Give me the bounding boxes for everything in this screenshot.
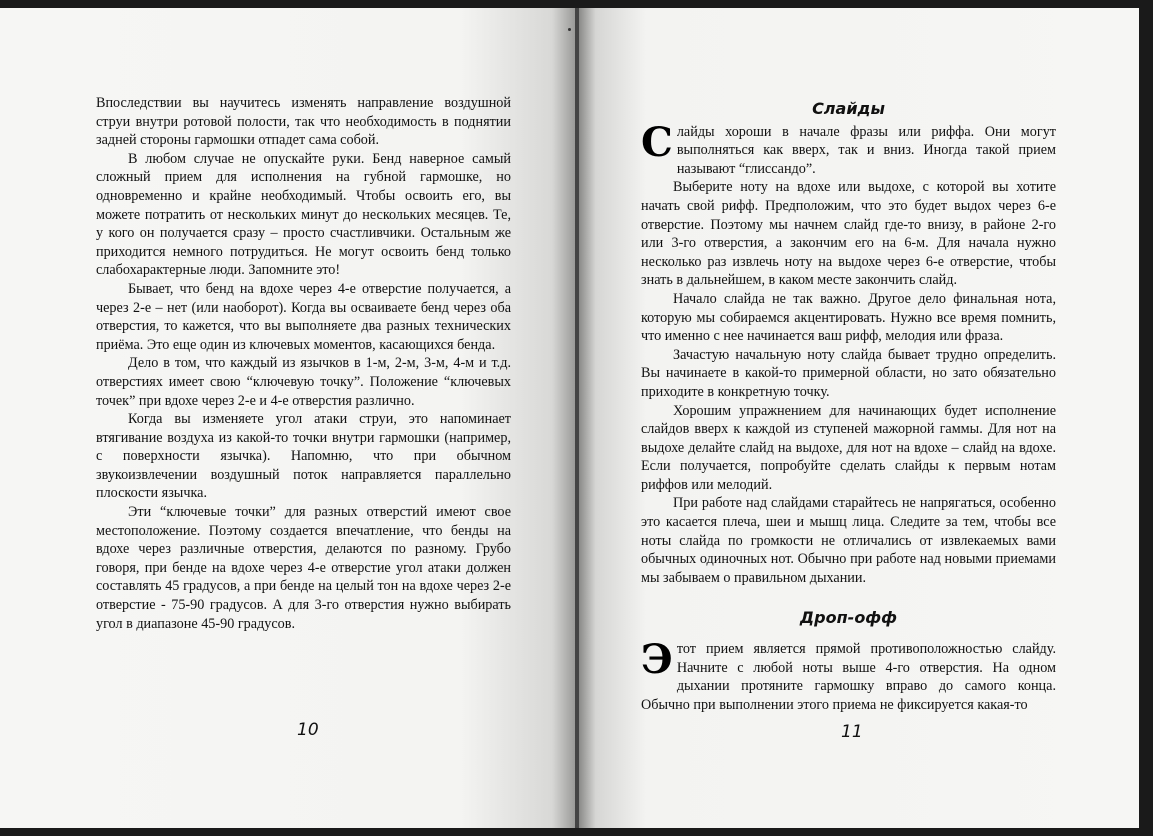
scan-speck [568, 28, 571, 31]
right-paragraph: Зачастую начальную ноту слайда бывает трудно определить. Вы начинаете в какой-то примерной области, но зато обязательно приходите в конкретную точку. [641, 346, 1056, 400]
left-paragraph: Бывает, что бенд на вдохе через 4-е отверстие получается, а через 2-е – нет (или наоборот). Когда вы осваиваете бенд через оба отверстия, то кажется, что вы выполняете два разных технических приёма. Это еще один из ключевых моментов, касающихся бенда. [96, 280, 511, 353]
right-paragraph: Выберите ноту на вдохе или выдохе, с которой вы хотите начать свой рифф. Предположим, что это будет выдох через 6-е отверстие. Поэтому мы начнем слайд где-то внизу, в районе 2-го или 3-го отверстия, а закончим его на 6-м. Для начала нужно несколько раз извлечь ноту на выдохе через 6-е отверстие, чтобы знать в дальнейшем, в каком месте закончить слайд. [641, 179, 1056, 289]
left-paragraph: В любом случае не опускайте руки. Бенд наверное самый сложный прием для исполнения на губной гармошке, но одновременно и крайне необходимый. Чтобы освоить его, вы можете потратить от нескольких минут до нескольких месяцев. Те, у кого он получается сразу – просто счастливчики. Остальным же приходится немного потрудиться. Не могут освоить бенд только слабохарактерные люди. Запомните это! [96, 150, 511, 279]
left-page-text [96, 94, 511, 633]
page-number: 11 [841, 722, 863, 742]
outro-text: тот прием является прямой противоположностью слайду. Начните с любой ноты выше 4-го отверстия. На одном дыхании протяните гармошку вправо до самого конца. Обычно при выполнении этого приема не фиксируется какая-то [641, 641, 1056, 713]
intro-text: лайды хороши в начале фразы или риффа. Они могут выполняться как вверх, так и вниз. Иногда такой прием называют “глиссандо”. [676, 123, 1056, 177]
outro-paragraph [641, 636, 1056, 714]
right-page-text [641, 100, 1056, 714]
right-paragraph: Начало слайда не так важно. Другое дело финальная нота, которую мы собираемся акцентировать. Нужно все время помнить, что именно с нее начинается ваш рифф, мелодия или фраза. [641, 290, 1056, 345]
right-page [579, 8, 1139, 828]
intro-paragraph [641, 118, 1056, 179]
drop-cap: Э [641, 636, 673, 684]
left-paragraph: Впоследствии вы научитесь изменять направление воздушной струи внутри ротовой полости, так что необходимость в поднятии задней стороны гармошки отпадет сама собой. [96, 95, 511, 149]
right-paragraph: При работе над слайдами старайтесь не напрягаться, особенно это касается плеча, шеи и мышц лица. Следите за тем, чтобы все ноты слайда по громкости не отличались от извлекаемых вами обычных одиночных нот. Обычно при работе над новыми приемами мы забываем о правильном дыхании. [641, 495, 1056, 586]
section-heading-slides: Слайды [812, 99, 885, 118]
left-paragraph: Когда вы изменяете угол атаки струи, это напоминает втягивание воздуха из какой-то точки внутри гармошки (например, с поверхности язычка). Напомню, что при обычном звукоизвлечении воздушный поток направляется параллельно плоскости язычка. [96, 411, 511, 502]
right-paragraph: Хорошим упражнением для начинающих будет исполнение слайдов вверх к каждой из ступеней мажорной гаммы. Для нот на выдохе делайте слайд на выдохе, для нот на вдохе – слайд на вдохе. Если получается, попробуйте сделать слайды к первым нотам риффов или мелодий. [641, 402, 1056, 493]
left-paragraph: Эти “ключевые точки” для разных отверстий имеют свое местоположение. Поэтому создается впечатление, что бенды на вдохе через различные отверстия, делаются по разному. Грубо говоря, при бенде на вдохе через 4-е отверстие угол атаки должен составлять 45 градусов, а при бенде на целый тон на вдохе через 2-е отверстие - 75-90 градусов. А для 3-го отверстия нужно выбирать угол в диапазоне 45-90 градусов. [96, 504, 511, 632]
left-paragraph: Дело в том, что каждый из язычков в 1-м, 2-м, 3-м, 4-м и т.д. отверстиях имеет свою “ключевую точку”. Положение “ключевых точек” при вдохе через 2-е и 4-е отверстия различно. [96, 355, 511, 409]
page-number: 10 [297, 720, 319, 740]
drop-cap: С [641, 118, 673, 166]
section-heading-dropoff: Дроп-офф [799, 608, 898, 628]
left-page [0, 8, 575, 828]
